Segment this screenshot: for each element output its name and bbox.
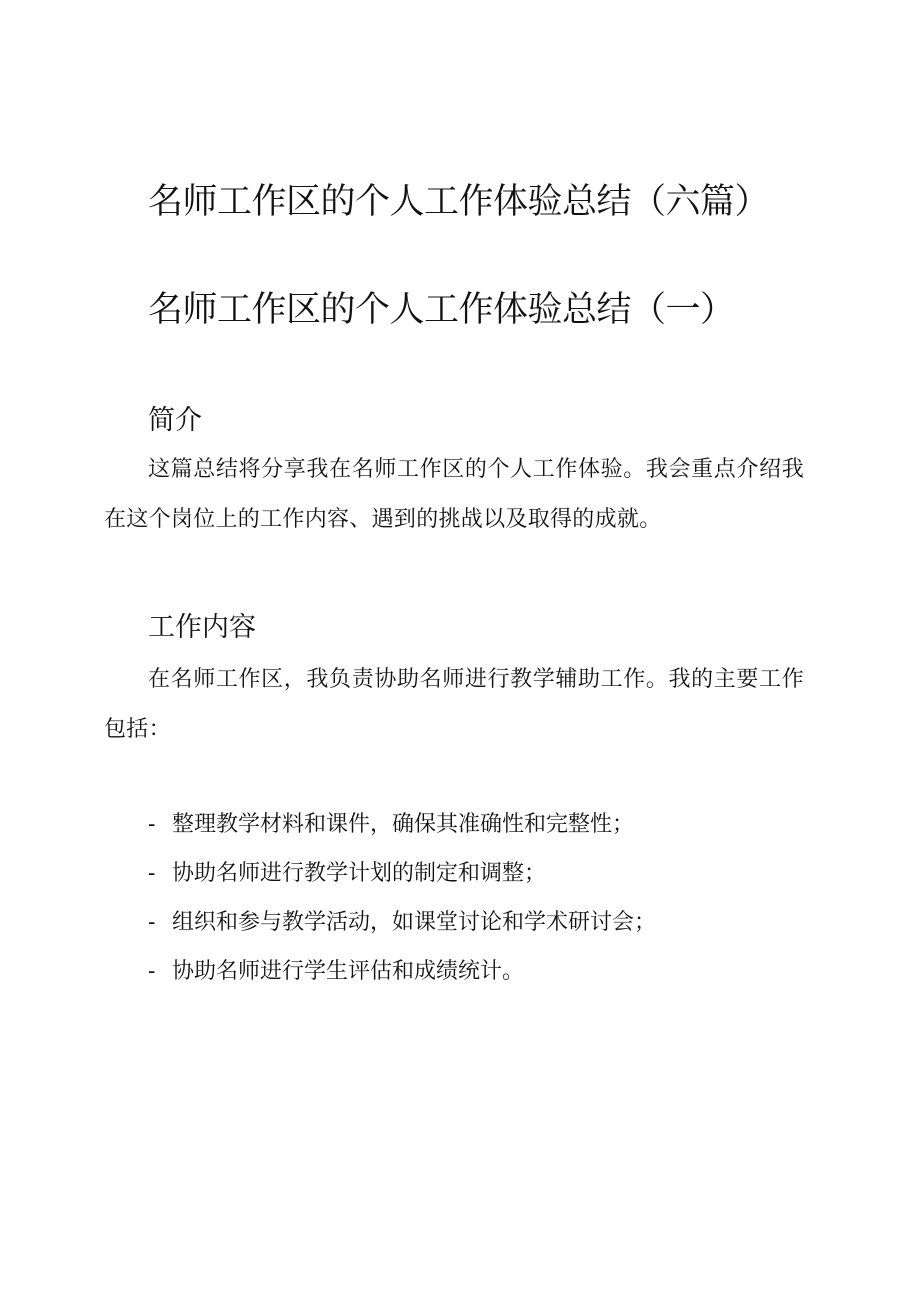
section-heading-work: 工作内容 (148, 612, 256, 643)
list-dash: - (148, 910, 156, 935)
list-item (148, 898, 656, 947)
work-items-list (148, 800, 656, 996)
list-dash: - (148, 861, 156, 886)
list-item (148, 947, 656, 996)
list-dash: - (148, 812, 156, 837)
list-item-text: 组织和参与教学活动，如课堂讨论和学术研讨会； (172, 910, 657, 935)
document-title: 名师工作区的个人工作体验总结（六篇） (148, 182, 770, 222)
list-dash: - (148, 959, 156, 984)
list-item (148, 800, 656, 849)
document-subtitle: 名师工作区的个人工作体验总结（一） (148, 290, 735, 330)
list-item-text: 整理教学材料和课件，确保其准确性和完整性； (172, 812, 635, 837)
list-item-text: 协助名师进行教学计划的制定和调整； (172, 861, 547, 886)
intro-paragraph: 这篇总结将分享我在名师工作区的个人工作体验。我会重点介绍我在这个岗位上的工作内容、遇到的挑战以及取得的成就。 (104, 457, 804, 532)
section-heading-intro: 简介 (148, 405, 202, 436)
list-item (148, 849, 656, 898)
list-item-text: 协助名师进行学生评估和成绩统计。 (172, 959, 525, 984)
work-paragraph: 在名师工作区，我负责协助名师进行教学辅助工作。我的主要工作包括： (104, 667, 804, 742)
